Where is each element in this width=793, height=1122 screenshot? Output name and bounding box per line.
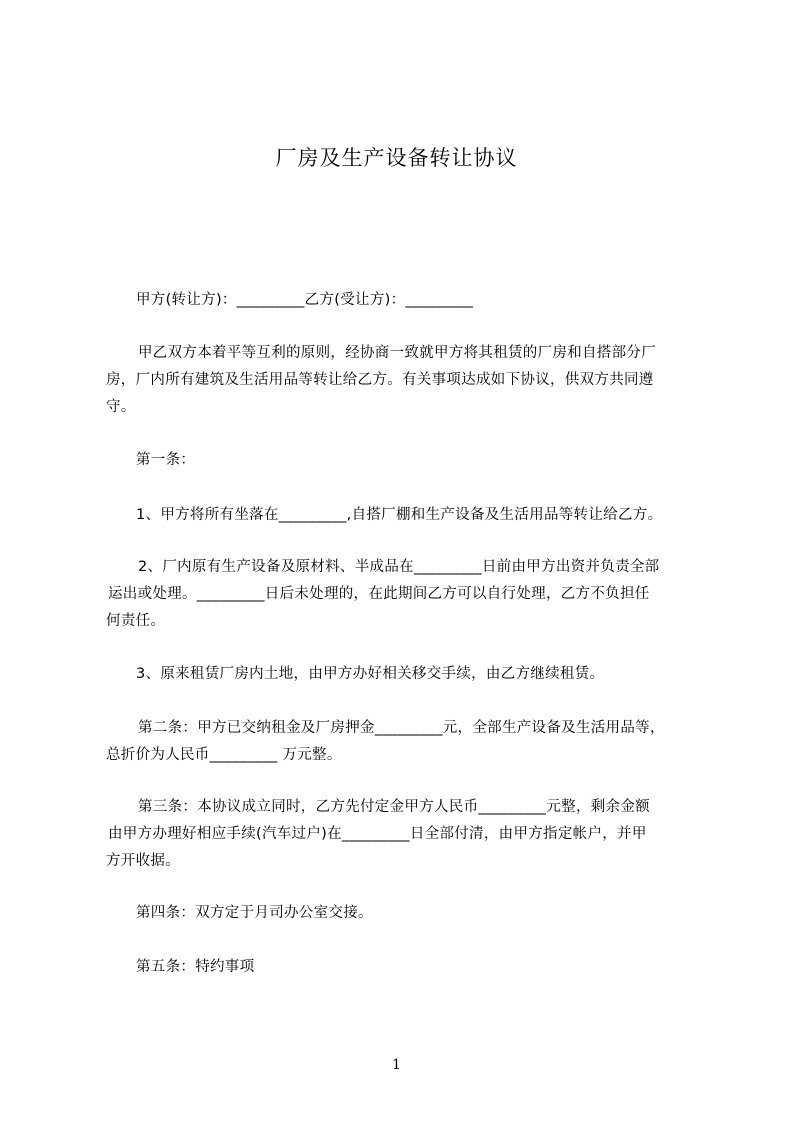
clause-1-text: 1、甲方将所有坐落在_________,自搭厂棚和生产设备及生活用品等转让给乙方。: [136, 507, 663, 523]
clause-2-line-1: 2、厂内原有生产设备及原材料、半成品在_________日前由甲方出资并负责全部: [138, 559, 660, 575]
document-title: 厂房及生产设备转让协议: [275, 146, 518, 170]
clause-1: [136, 502, 726, 529]
article-2-line-2: 总折价为人民币_________ 万元整。: [106, 747, 342, 763]
parties-line: [136, 287, 726, 314]
article-1-heading-text: 第一条：: [136, 452, 196, 468]
clause-2-line-3: 何责任。: [106, 613, 166, 629]
intro-line-3: 守。: [106, 399, 136, 415]
article-5-text: 第五条：特约事项: [136, 959, 255, 975]
article-2: [106, 715, 696, 769]
clause-2-line-2: 运出或处理。_________日后未处理的，在此期间乙方可以自行处理，乙方不负担任: [108, 586, 650, 602]
clause-3: [136, 661, 726, 688]
article-3-line-1: 第三条：本协议成立同时，乙方先付定金甲方人民币_________元整，剩余金额: [138, 799, 650, 815]
clause-3-text: 3、原来租赁厂房内土地，由甲方办好相关移交手续，由乙方继续租赁。: [136, 666, 605, 682]
clause-2: [106, 554, 696, 635]
article-3: [106, 794, 696, 875]
article-3-line-2: 由甲方办理好相应手续(汽车过户)在_________日全部付清，由甲方指定帐户，并甲: [108, 826, 647, 842]
parties-text: 甲方(转让方)：_________乙方(受让方)：_________: [136, 292, 474, 308]
article-2-line-1: 第二条：甲方已交纳租金及厂房押金_________元，全部生产设备及生活用品等，: [138, 720, 665, 736]
article-4: [136, 900, 726, 927]
intro-line-2: 房，厂内所有建筑及生活用品等转让给乙方。有关事项达成如下协议，供双方共同遵: [106, 372, 654, 388]
intro-paragraph: [106, 340, 696, 421]
page-number: 1: [392, 1057, 401, 1073]
article-4-text: 第四条：双方定于月司办公室交接。: [136, 905, 373, 921]
article-1-heading: [136, 447, 726, 474]
article-5: [136, 954, 726, 981]
article-3-line-3: 方开收据。: [106, 853, 180, 869]
intro-line-1: 甲乙双方本着平等互利的原则，经协商一致就甲方将其租赁的厂房和自搭部分厂: [138, 345, 656, 361]
